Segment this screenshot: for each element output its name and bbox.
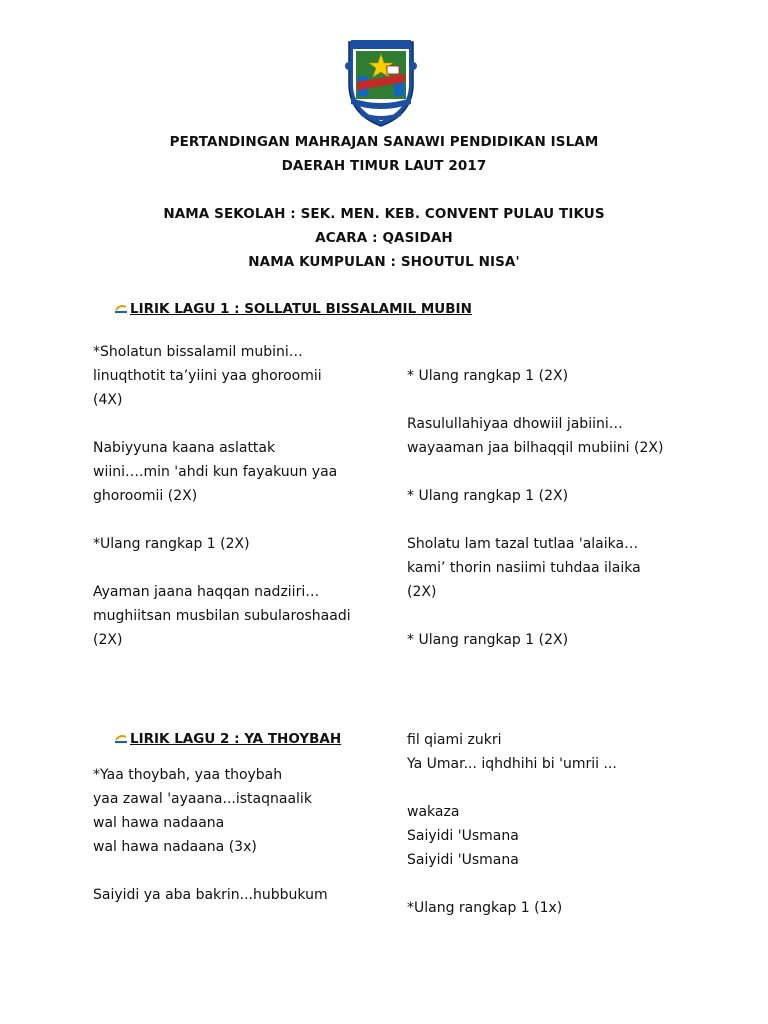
song1-title: LIRIK LAGU 1 : SOLLATUL BISSALAMIL MUBIN <box>130 301 472 317</box>
bullet-icon <box>114 304 128 314</box>
event-category: ACARA : QASIDAH <box>315 230 453 246</box>
song1-lyrics-left: *Sholatun bissalamil mubini… linuqthotit ta’yiini yaa ghoroomii (4X) Nabiyyuna kaana aslattak wiini….min 'ahdi kun fayakuun yaa ghoroomii (2X) *Ulang rangkap 1 (2X) Ayaman jaana haqqan nadziiri… mughiitsan musbilan subularoshaadi (2X) <box>93 344 351 648</box>
song2-lyrics-left: *Yaa thoybah, yaa thoybah yaa zawal 'ayaana...istaqnaalik wal hawa nadaana wal hawa nadaana (3x) Saiyidi ya aba bakrin...hubbukum <box>93 767 328 903</box>
group-name: NAMA KUMPULAN : SHOUTUL NISA' <box>248 254 520 270</box>
song2-lyrics-right: fil qiami zukri Ya Umar... iqhdhihi bi 'umrii ... wakaza Saiyidi 'Usmana Saiyidi 'Usmana *Ulang rangkap 1 (1x) <box>407 732 617 916</box>
song1-lyrics-right: * Ulang rangkap 1 (2X) Rasulullahiyaa dhowiil jabiini… wayaaman jaa bilhaqqil mubiini (2X) * Ulang rangkap 1 (2X) Sholatu lam tazal tutlaa 'alaika… kami’ thorin nasiimi tuhdaa ilaika (2X) * Ulang rangkap 1 (2X) <box>407 368 664 648</box>
event-title: PERTANDINGAN MAHRAJAN SANAWI PENDIDIKAN ISLAM <box>169 134 599 150</box>
song2-title: LIRIK LAGU 2 : YA THOYBAH <box>130 731 342 747</box>
school-name: NAMA SEKOLAH : SEK. MEN. KEB. CONVENT PULAU TIKUS <box>163 206 605 222</box>
school-crest-logo <box>343 36 419 128</box>
bullet-icon <box>114 734 128 744</box>
district-year: DAERAH TIMUR LAUT 2017 <box>281 158 487 174</box>
